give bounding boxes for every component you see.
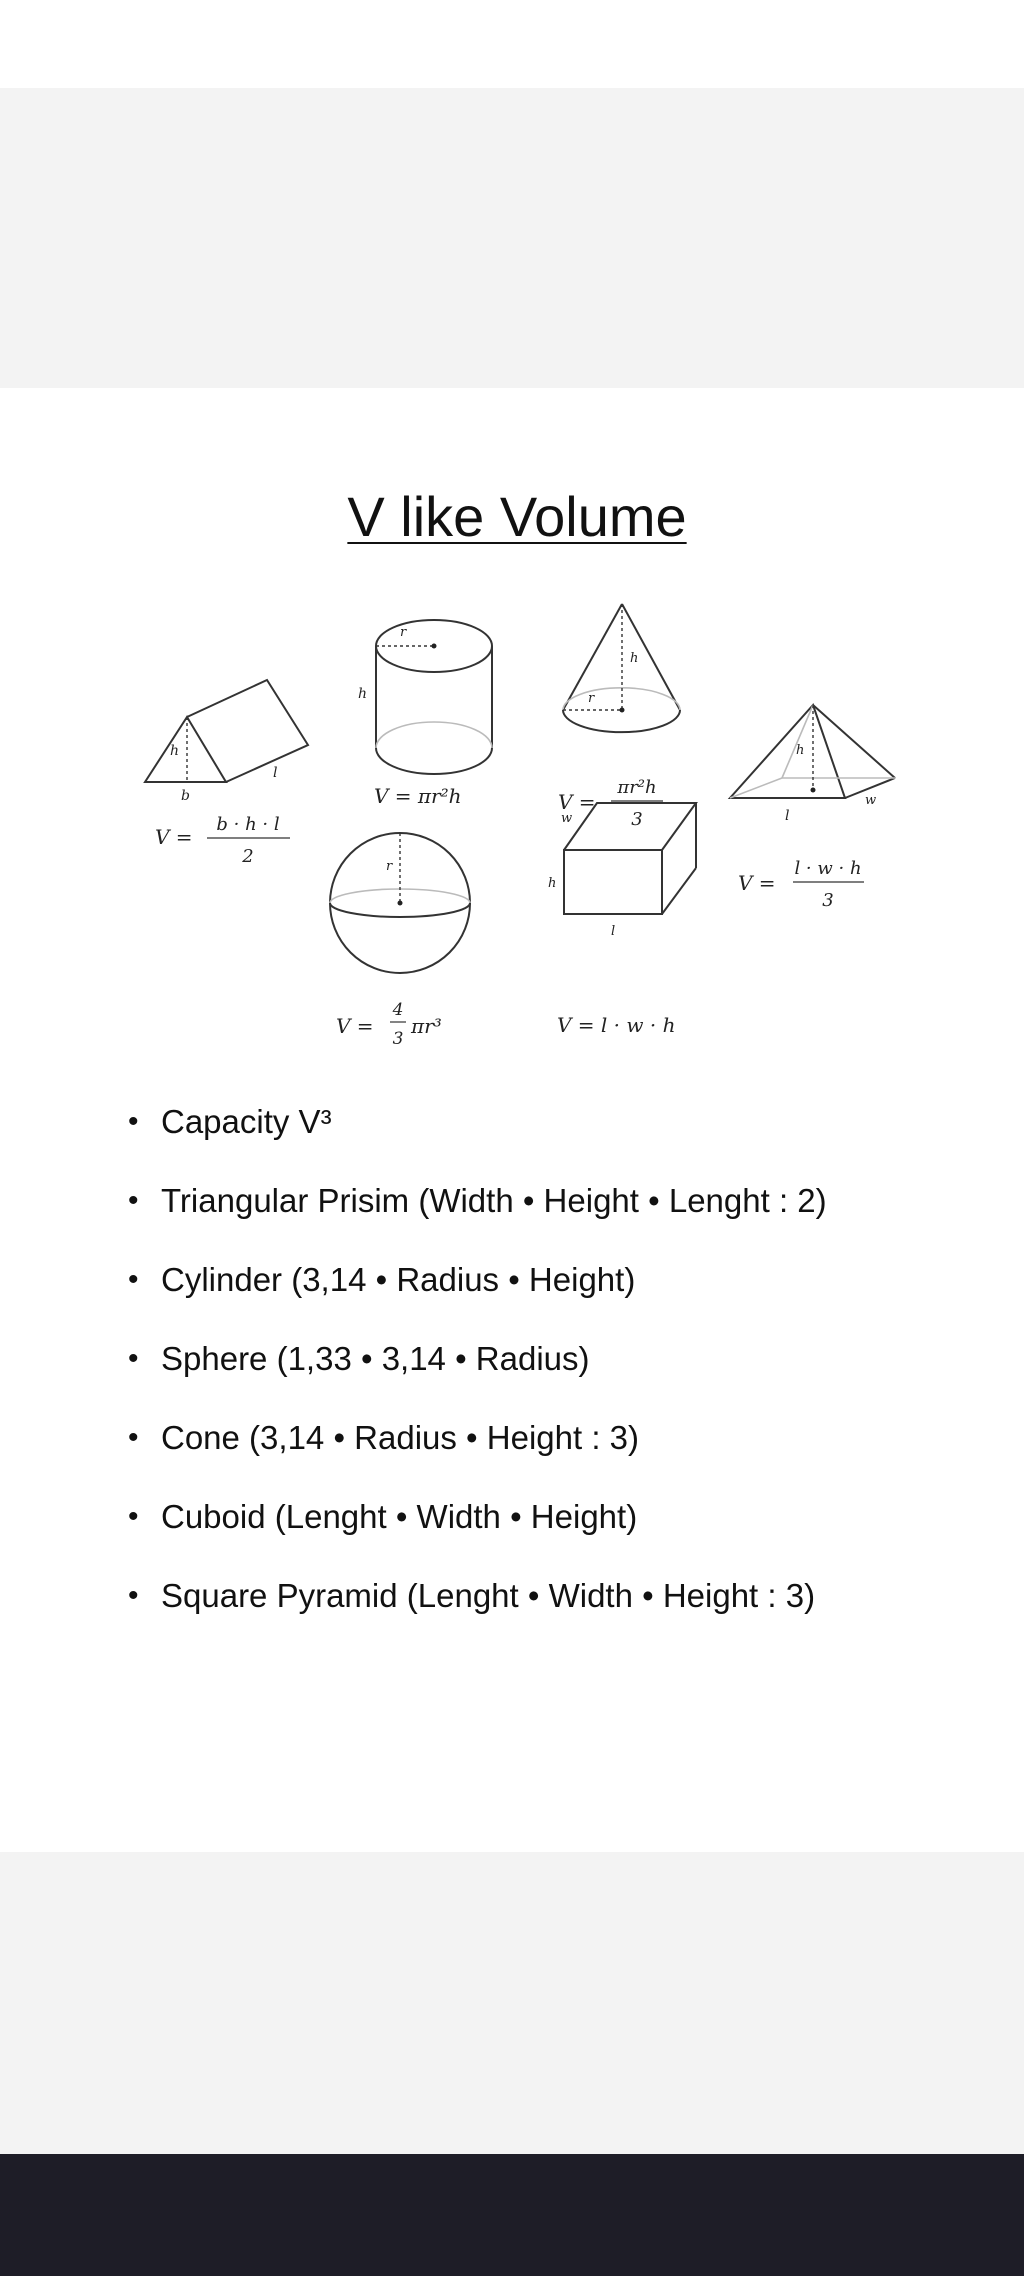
content-area: [0, 388, 1024, 1852]
list-item-text: Cylinder (3,14 • Radius • Height): [161, 1261, 636, 1298]
footer-bar: [0, 2154, 1024, 2276]
top-grey-band: [0, 88, 1024, 388]
cone-label-r: r: [588, 691, 595, 706]
sphere-label-r: r: [386, 859, 393, 874]
list-item: [128, 1260, 988, 1300]
volume-formulas-svg: [130, 600, 910, 1060]
bullet: •: [128, 1105, 139, 1138]
prism-formula-lhs: V =: [155, 825, 193, 849]
triangular-prism-shape: [145, 680, 308, 867]
pyramid-label-h: h: [796, 743, 805, 758]
pyramid-label-w: w: [865, 793, 877, 808]
cuboid-formula: V = l · w · h: [557, 1013, 676, 1037]
list-item: [128, 1418, 988, 1458]
cuboid-shape: [548, 803, 696, 1037]
cylinder-formula: V = πr²h: [374, 784, 462, 808]
sphere-formula-lhs: V =: [336, 1014, 374, 1038]
cone-formula-lhs: V =: [558, 790, 596, 814]
bottom-grey-band: [0, 1852, 1024, 2154]
prism-label-b: b: [181, 788, 190, 804]
list-item: [128, 1576, 988, 1616]
list-item: [128, 1339, 988, 1379]
list-item: [128, 1102, 988, 1142]
pyramid-formula-lhs: V =: [738, 871, 776, 895]
cone-label-h: h: [630, 651, 639, 666]
list-item-text: Capacity V³: [161, 1103, 332, 1140]
sphere-formula-frac-num: 4: [392, 1000, 404, 1020]
sphere-formula-frac-den: 3: [392, 1029, 404, 1049]
list-item-text: Square Pyramid (Lenght • Width • Height : 3): [161, 1577, 816, 1614]
pyramid-formula-numerator: l · w · h: [794, 858, 862, 879]
volume-list: [128, 1102, 988, 1655]
volume-formulas-figure: [130, 600, 910, 1060]
cylinder-shape: [358, 620, 492, 808]
list-item: [128, 1497, 988, 1537]
prism-formula-denominator: 2: [242, 846, 254, 867]
cuboid-label-l: l: [611, 924, 616, 939]
cone-formula-numerator: πr²h: [617, 777, 657, 798]
list-item: [128, 1181, 988, 1221]
sphere-shape: [330, 833, 470, 1049]
page-title: V like Volume: [347, 485, 687, 548]
list-item-text: Triangular Prisim (Width • Height • Lenght : 2): [161, 1182, 827, 1219]
pyramid-label-l: l: [785, 808, 790, 824]
bullet: •: [128, 1500, 139, 1533]
cuboid-label-w: w: [561, 811, 573, 826]
square-pyramid-shape: [730, 705, 895, 911]
prism-formula-numerator: b · h · l: [216, 814, 280, 835]
prism-label-l: l: [273, 765, 278, 781]
bullet: •: [128, 1421, 139, 1454]
sphere-formula-rhs: πr³: [411, 1014, 442, 1038]
top-white-band: [0, 0, 1024, 88]
pyramid-formula-denominator: 3: [822, 890, 834, 911]
list-item-text: Sphere (1,33 • 3,14 • Radius): [161, 1340, 590, 1377]
cone-shape: [558, 604, 680, 830]
prism-label-h: h: [170, 743, 180, 759]
bullet: •: [128, 1263, 139, 1296]
list-item-text: Cuboid (Lenght • Width • Height): [161, 1498, 638, 1535]
cuboid-label-h: h: [548, 876, 557, 891]
bullet: •: [128, 1579, 139, 1612]
cylinder-label-h: h: [358, 686, 368, 702]
cone-formula-denominator: 3: [631, 809, 643, 830]
cylinder-label-r: r: [400, 625, 407, 640]
list-item-text: Cone (3,14 • Radius • Height : 3): [161, 1419, 640, 1456]
bullet: •: [128, 1184, 139, 1217]
bullet: •: [128, 1342, 139, 1375]
